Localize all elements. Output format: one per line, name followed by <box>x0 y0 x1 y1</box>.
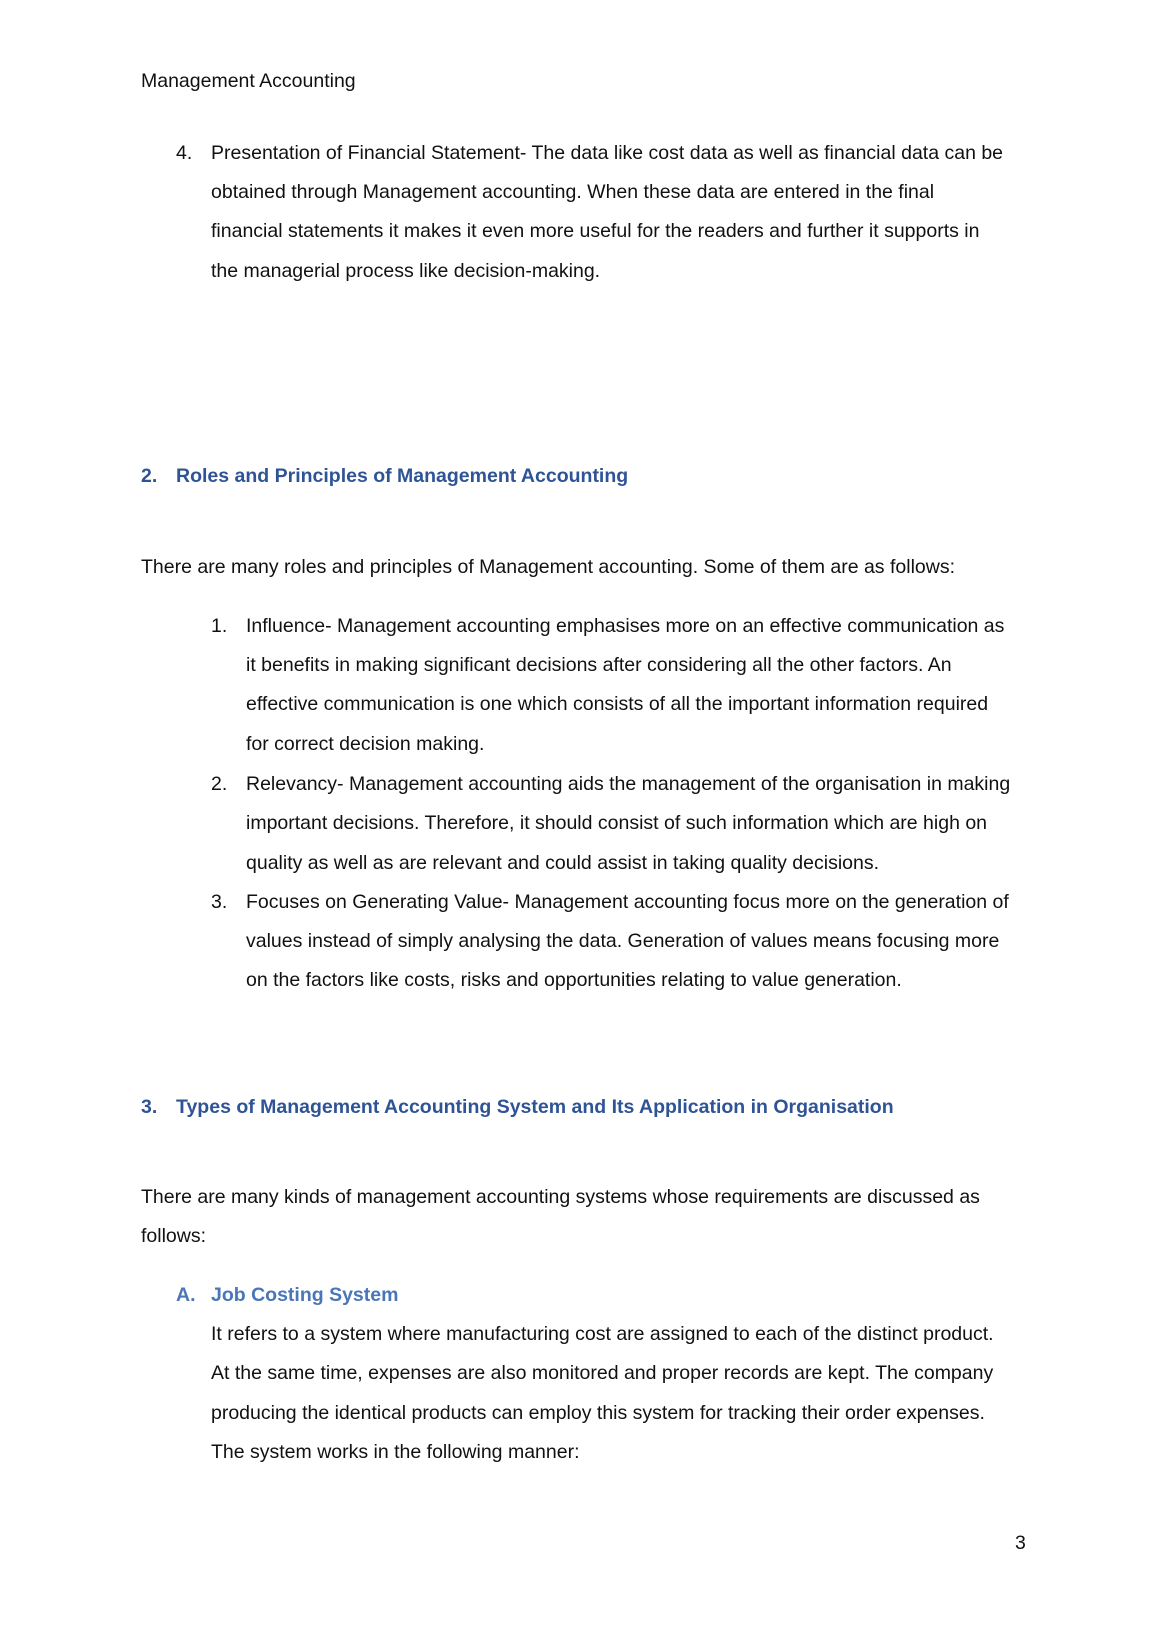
list-item-line: on the factors like costs, risks and opportunities relating to value generation. <box>246 969 902 991</box>
list-item-line: quality as well as are relevant and could assist in taking quality decisions. <box>246 852 880 874</box>
section-3-heading <box>141 1096 894 1119</box>
section-3-title: Types of Management Accounting System and Its Application in Organisation <box>176 1096 894 1118</box>
subsection-a-paragraph-line: It refers to a system where manufacturing cost are assigned to each of the distinct product. <box>211 1323 994 1345</box>
section-2-number: 2. <box>141 465 158 487</box>
list-item-number: 1. <box>211 615 228 637</box>
list-item-number: 3. <box>211 891 228 913</box>
page-number: 3 <box>1015 1532 1026 1554</box>
section-2-intro: There are many roles and principles of Management accounting. Some of them are as follows: <box>141 556 956 578</box>
list-item-line: effective communication is one which consists of all the important information required <box>246 693 989 715</box>
list-item-number: 2. <box>211 773 228 795</box>
section-2-heading <box>141 465 629 488</box>
list-item-number: 4. <box>176 142 193 164</box>
list-item-line: for correct decision making. <box>246 733 485 755</box>
section-3-intro-line: There are many kinds of management accounting systems whose requirements are discussed as <box>141 1186 980 1208</box>
subsection-a-paragraph-line: The system works in the following manner: <box>211 1441 580 1463</box>
subsection-a-paragraph-line: producing the identical products can employ this system for tracking their order expenses. <box>211 1402 985 1424</box>
subsection-a-heading <box>176 1284 399 1307</box>
list-item-line: the managerial process like decision-making. <box>211 260 601 282</box>
subsection-a-letter: A. <box>176 1284 196 1306</box>
section-3-intro-line: follows: <box>141 1225 207 1247</box>
list-item-line: values instead of simply analysing the data. Generation of values means focusing more <box>246 930 1000 952</box>
list-item-line: Influence- Management accounting emphasises more on an effective communication as <box>246 615 1005 637</box>
list-item-line: Focuses on Generating Value- Management accounting focus more on the generation of <box>246 891 1009 913</box>
page-header: Management Accounting <box>141 70 356 92</box>
list-item-line: Presentation of Financial Statement- The data like cost data as well as financial data can be <box>211 142 1004 164</box>
list-item-line: it benefits in making significant decisions after considering all the other factors. An <box>246 654 952 676</box>
subsection-a-title: Job Costing System <box>211 1284 399 1306</box>
list-item-line: financial statements it makes it even more useful for the readers and further it supports in <box>211 220 980 242</box>
subsection-a-paragraph-line: At the same time, expenses are also monitored and proper records are kept. The company <box>211 1362 994 1384</box>
list-item-line: important decisions. Therefore, it should consist of such information which are high on <box>246 812 988 834</box>
section-2-title: Roles and Principles of Management Accounting <box>176 465 629 487</box>
list-item-line: Relevancy- Management accounting aids the management of the organisation in making <box>246 773 1011 795</box>
section-3-number: 3. <box>141 1096 158 1118</box>
list-item-line: obtained through Management accounting. When these data are entered in the final <box>211 181 935 203</box>
